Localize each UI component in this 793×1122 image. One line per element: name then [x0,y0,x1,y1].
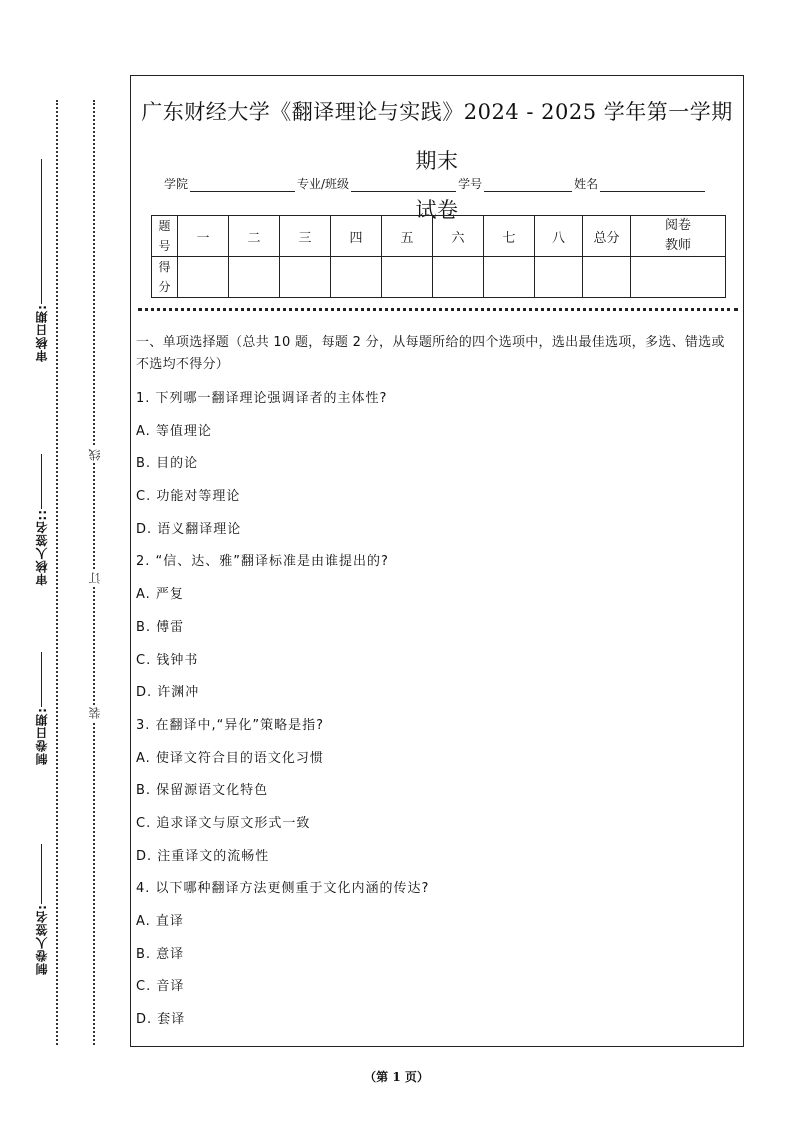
exam-title-line1: 广东财经大学《翻译理论与实践》2024 - 2025 学年第一学期期末 [141,100,733,173]
name-label: 姓名 [574,177,599,191]
col-header-6: 六 [433,216,484,257]
score-cell-5[interactable] [382,257,433,298]
compile-date-blank [41,652,42,707]
college-field[interactable] [190,179,295,192]
binding-mark-bind: 订 [88,572,102,584]
binding-mark-mount: 装 [88,707,102,719]
score-cell-8[interactable] [535,257,583,298]
score-cell-4[interactable] [331,257,382,298]
option-d: D. 许渊冲 [136,685,200,701]
student-id-field[interactable] [484,179,572,192]
col-header-2: 二 [229,216,280,257]
question-1 [136,383,736,546]
reviewer-signature-blank [41,454,42,509]
review-date-blank [41,159,42,304]
option-c: C. 音译 [136,979,185,995]
score-cell-total[interactable] [583,257,631,298]
question-number-header: 题 号 [152,216,178,257]
option-c: C. 钱钟书 [136,652,199,668]
binding-mark-line: 线 [88,449,102,461]
option-c: C. 功能对等理论 [136,489,241,505]
compiler-signature-label: 制卷人签名: [34,904,49,975]
score-table-score-row [152,257,726,298]
page-number: （第 1 页） [364,1070,429,1084]
score-cell-7[interactable] [484,257,535,298]
question-stem: 4. 以下哪种翻译方法更侧重于文化内涵的传达? [136,881,430,897]
col-header-1: 一 [178,216,229,257]
student-info-row [164,175,707,192]
dotted-separator [138,308,738,311]
exam-body [136,332,736,1037]
option-b: B. 意译 [136,946,185,962]
option-b: B. 目的论 [136,456,199,472]
score-cell-6[interactable] [433,257,484,298]
question-stem: 3. 在翻译中,“异化”策略是指? [136,717,325,733]
score-cell-3[interactable] [280,257,331,298]
col-header-8: 八 [535,216,583,257]
student-id-label: 学号 [458,177,483,191]
reviewer-signature-label: 审核人签名:: [34,509,49,586]
section-instructions: 一、单项选择题（总共 10 题，每题 2 分，从每题所给的四个选项中，选出最佳选项，多选、错选或不选均不得分） [136,335,725,372]
name-field[interactable] [600,179,705,192]
option-d: D. 套译 [136,1012,186,1028]
question-stem: 2. “信、达、雅”翻译标准是由谁提出的? [136,554,389,570]
question-4 [136,873,736,1036]
option-d: D. 注重译文的流畅性 [136,848,270,864]
option-a: A. 使译文符合目的语文化习惯 [136,750,324,766]
question-stem: 1. 下列哪一翻译理论强调译者的主体性? [136,391,388,406]
option-a: A. 等值理论 [136,423,212,439]
exam-title [131,88,743,235]
score-cell-1[interactable] [178,257,229,298]
exam-frame [130,75,744,1047]
grader-cell[interactable] [631,257,726,298]
score-header: 得 分 [152,257,178,298]
option-a: A. 直译 [136,914,184,929]
option-a: A. 严复 [136,587,184,603]
binding-dotted-line-outer [56,100,58,1045]
score-cell-2[interactable] [229,257,280,298]
option-b: B. 傅雷 [136,619,185,635]
col-header-7: 七 [484,216,535,257]
question-3 [136,710,736,873]
grader-header: 阅卷 教师 [631,216,726,257]
col-header-4: 四 [331,216,382,257]
score-table-header-row [152,216,726,257]
major-class-label: 专业/班级 [297,177,350,191]
review-date-label: 审核日期: [34,304,49,362]
reviewer-signature-field [30,450,52,586]
compiler-signature-field [30,840,52,975]
col-header-5: 五 [382,216,433,257]
major-class-field[interactable] [351,179,456,192]
college-label: 学院 [164,177,189,191]
option-d: D. 语义翻译理论 [136,521,242,537]
compile-date-label: 制卷日期: [34,707,49,765]
score-table [151,215,726,298]
col-header-3: 三 [280,216,331,257]
exam-title-line2: 试卷 [415,198,459,222]
compile-date-field [30,648,52,765]
review-date-field [30,155,52,362]
compiler-signature-blank [41,844,42,904]
col-header-total: 总分 [583,216,631,257]
option-b: B. 保留源语文化特色 [136,783,269,799]
question-2 [136,546,736,709]
option-c: C. 追求译文与原文形式一致 [136,815,311,831]
